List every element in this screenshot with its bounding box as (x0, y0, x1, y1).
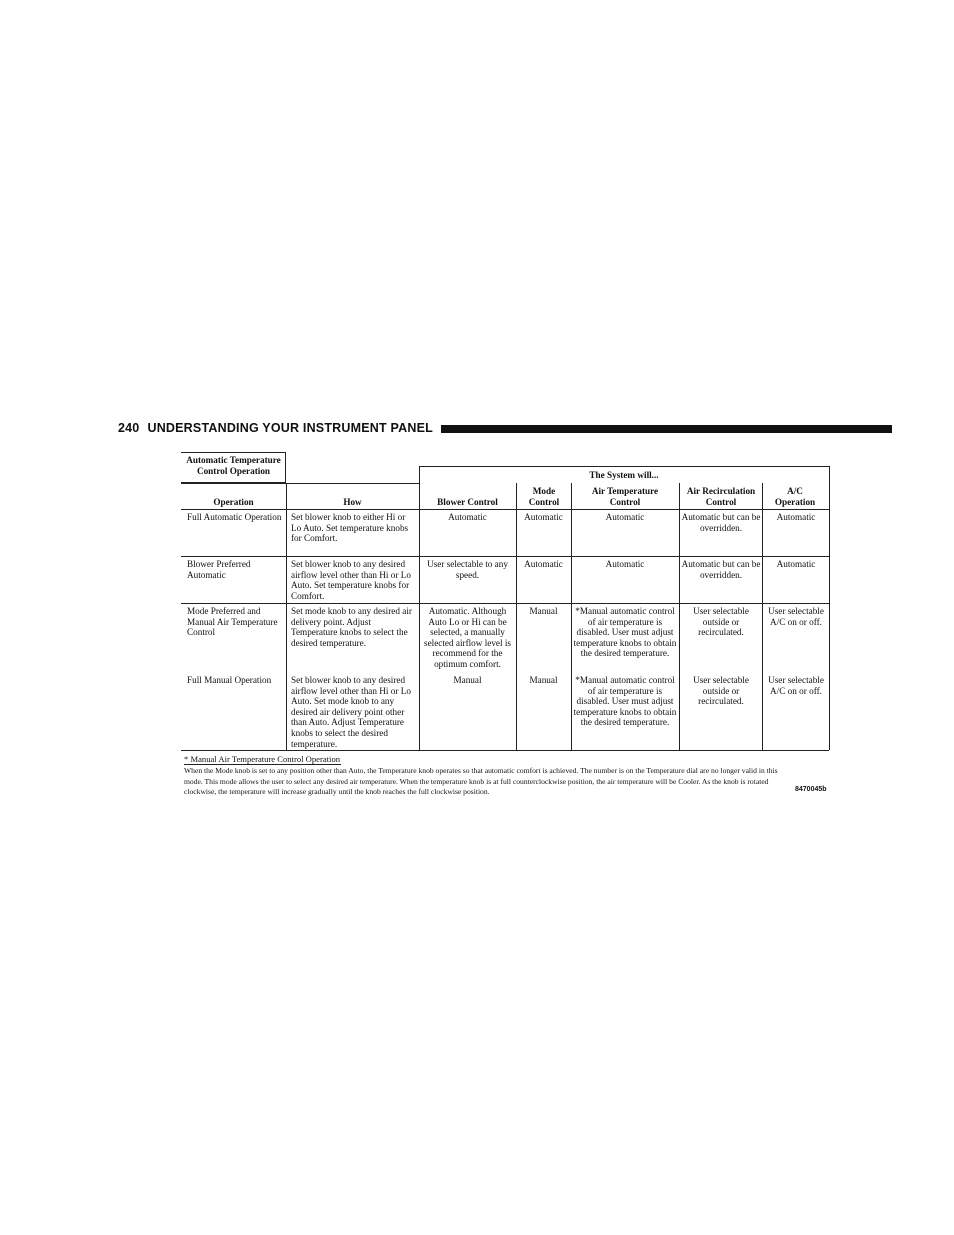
row-3-mode: Manual (529, 606, 558, 616)
col-header-ac: A/C Operation (774, 486, 816, 507)
row-1-air-temp: Automatic (605, 512, 645, 522)
row-4-ac: User selectable A/C on or off. (768, 675, 824, 696)
row-3-blower: Automatic. Although Auto Lo or Hi can be selected, a manually selected airflow level is recommend for the optimum comfort. (424, 606, 511, 669)
row-3-recirc: User selectable outside or recirculated. (693, 606, 749, 638)
col-header-recirc: Air Recirculation Control (686, 486, 756, 507)
header-rule (441, 425, 892, 433)
col-header-mode: Mode Control (528, 486, 560, 507)
page-header (118, 420, 892, 436)
table-title: Automatic Temperature Control Operation (186, 455, 281, 476)
row-3-operation: Mode Preferred and Manual Air Temperature Control (187, 606, 278, 638)
section-title: UNDERSTANDING YOUR INSTRUMENT PANEL (147, 421, 433, 435)
row-4-operation: Full Manual Operation (187, 675, 272, 685)
col-header-how: How (343, 497, 362, 507)
row-4-mode: Manual (529, 675, 558, 685)
row-3-ac: User selectable A/C on or off. (768, 606, 824, 627)
system-label: The System will... (589, 470, 659, 480)
row-3-air-temp: *Manual automatic control of air temperature is disabled. User must adjust temperature knobs to obtain the desired temperature. (573, 606, 677, 659)
row-1-mode: Automatic (524, 512, 563, 522)
footnote-text: When the Mode knob is set to any position other than Auto, the Temperature knob operates so that automatic comfort is achieved. The number is on the Temperature dial are no longer valid in this mode. This mode allows the user to select any desired air temperature. When the temperature knob is at full counterclockwise position, the air temperature will be Cooler. As the knob is rotated clockwise, the temperature will increase gradually until the knob reaches the full clockwise position. (184, 766, 778, 796)
row-2-air-temp: Automatic (605, 559, 645, 569)
figure-id: 8470045b (795, 786, 827, 793)
row-3-how: Set mode knob to any desired air delivery point. Adjust Temperature knobs to select the desired temperature. (291, 606, 412, 648)
row-4-blower: Manual (453, 675, 482, 685)
page-number: 240 (118, 421, 140, 435)
row-1-blower: Automatic (448, 512, 487, 522)
row-4-recirc: User selectable outside or recirculated. (693, 675, 749, 707)
row-2-recirc: Automatic but can be overridden. (681, 559, 761, 580)
atc-operation-table (181, 452, 831, 802)
row-2-ac: Automatic (776, 559, 816, 569)
row-1-ac: Automatic (776, 512, 816, 522)
col-header-operation: Operation (213, 497, 254, 507)
row-1-operation: Full Automatic Operation (187, 512, 282, 522)
row-2-operation: Blower Preferred Automatic (187, 559, 251, 580)
col-header-blower: Blower Control (437, 497, 498, 507)
col-header-air-temp: Air Temperature Control (591, 486, 659, 507)
row-2-mode: Automatic (524, 559, 563, 569)
footnote-title: * Manual Air Temperature Control Operation (184, 754, 341, 764)
row-4-air-temp: *Manual automatic control of air temperature is disabled. User must adjust temperature knobs to obtain the desired temperature. (573, 675, 677, 728)
row-1-how: Set blower knob to either Hi or Lo Auto. Set temperature knobs for Comfort. (291, 512, 409, 544)
row-2-blower: User selectable to any speed. (427, 559, 508, 580)
row-2-how: Set blower knob to any desired airflow level other than Hi or Lo Auto. Set temperature knobs for Comfort. (291, 559, 411, 601)
footnote-underline (184, 764, 341, 765)
row-1-recirc: Automatic but can be overridden. (681, 512, 761, 533)
row-4-how: Set blower knob to any desired airflow level other than Hi or Lo Auto. Set mode knob to any desired air delivery point other than Auto. Adjust Temperature knobs to select the desired temperature. (291, 675, 411, 749)
